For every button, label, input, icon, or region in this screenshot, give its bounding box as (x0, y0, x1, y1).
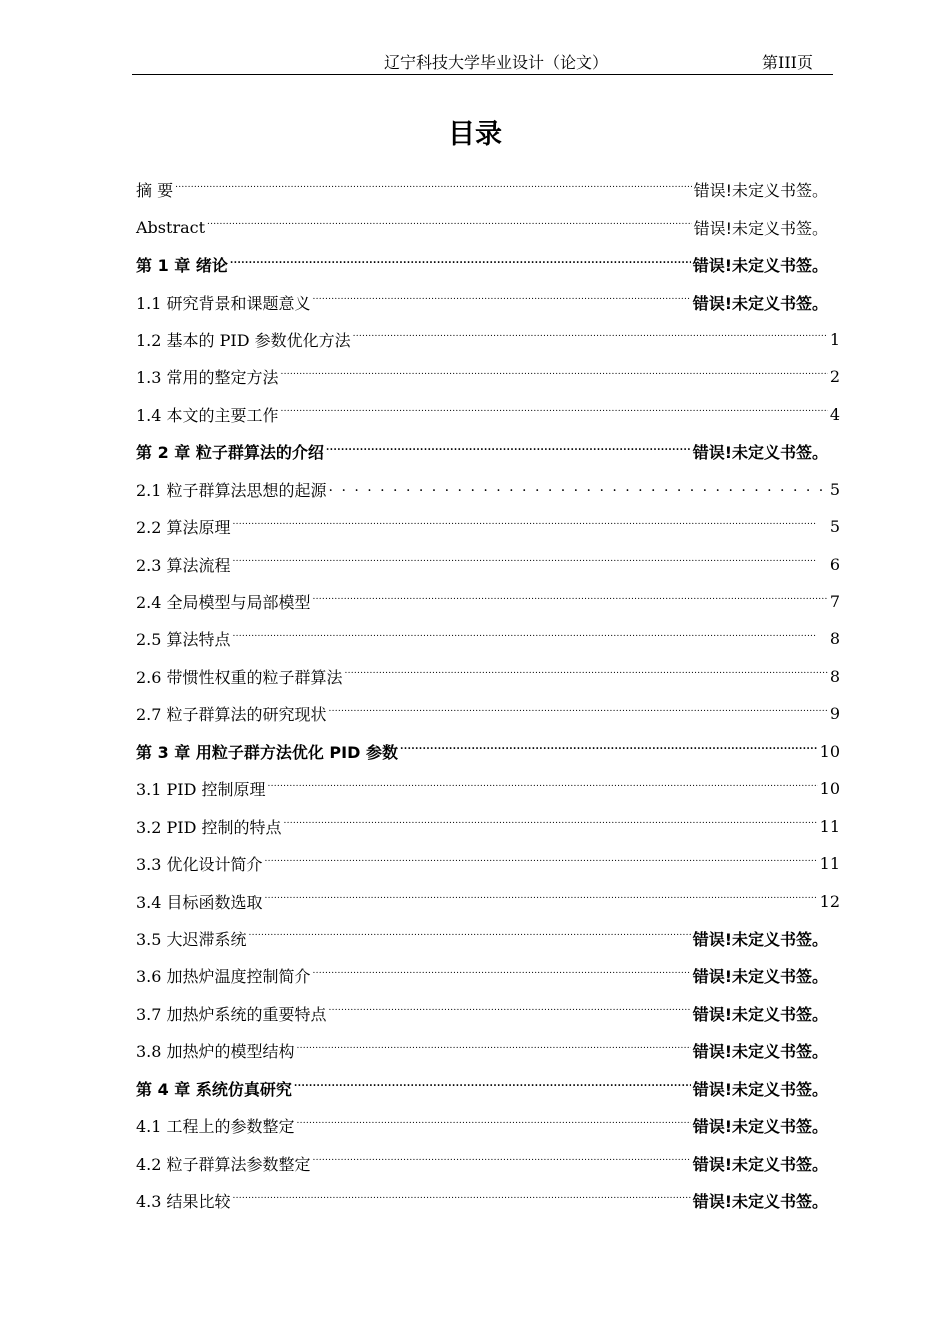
toc-entry-page: 错误!未定义书签。 (692, 1154, 828, 1174)
toc-entry-label: 第 2 章 粒子群算法的介绍 (136, 443, 324, 463)
toc-dot-leader (297, 1118, 691, 1134)
toc-entry[interactable] (136, 995, 840, 1032)
header-school-title: 辽宁科技大学毕业设计（论文） (384, 53, 609, 72)
toc-dot-leader (281, 369, 828, 385)
toc-entry-page: 错误!未定义书签。 (692, 1004, 828, 1024)
toc-entry-label: 3.1 PID 控制原理 (136, 780, 266, 800)
toc-entry-page: 错误!未定义书签。 (692, 1192, 828, 1212)
toc-dot-leader (313, 968, 691, 984)
toc-dot-leader (233, 556, 828, 572)
toc-dot-leader (265, 893, 818, 909)
toc-entry-label: 3.2 PID 控制的特点 (136, 817, 282, 837)
toc-entry-label: 3.4 目标函数选取 (136, 892, 263, 912)
toc-entry-label: 2.7 粒子群算法的研究现状 (136, 705, 327, 725)
toc-entry-page: 6 (829, 554, 840, 574)
toc-entry-page: 错误!未定义书签。 (692, 1079, 828, 1099)
toc-dot-leader (329, 706, 828, 722)
header-page-number: 第III页 (762, 53, 813, 72)
toc-entry-page: 12 (819, 891, 840, 911)
toc-dot-leader (284, 818, 818, 834)
toc-dot-leader (313, 594, 828, 610)
toc-entry-label: 1.4 本文的主要工作 (136, 405, 279, 425)
toc-entry-label: Abstract (136, 217, 206, 237)
toc-entry[interactable] (136, 1070, 840, 1107)
toc-entry-page: 错误!未定义书签。 (692, 293, 828, 313)
toc-entry-label: 2.3 算法流程 (136, 555, 231, 575)
table-of-contents (136, 171, 840, 1219)
toc-entry[interactable] (136, 508, 840, 545)
toc-entry-label: 1.2 基本的 PID 参数优化方法 (136, 330, 351, 350)
toc-entry-page: 4 (829, 404, 840, 424)
toc-entry-page: 1 (829, 329, 840, 349)
toc-entry-label: 3.7 加热炉系统的重要特点 (136, 1004, 327, 1024)
toc-entry[interactable] (136, 171, 840, 208)
toc-entry-label: 第 4 章 系统仿真研究 (136, 1079, 292, 1099)
toc-entry-page: 错误!未定义书签。 (692, 1042, 828, 1062)
toc-entry[interactable] (136, 1144, 840, 1181)
toc-entry[interactable] (136, 433, 840, 470)
toc-dot-leader (345, 668, 828, 684)
toc-entry[interactable] (136, 1182, 840, 1219)
toc-entry-page: 8 (829, 629, 840, 649)
toc-entry[interactable] (136, 246, 840, 283)
toc-entry[interactable] (136, 620, 840, 657)
toc-dot-leader (329, 481, 828, 497)
toc-entry-label: 2.5 算法特点 (136, 630, 231, 650)
toc-entry-label: 3.6 加热炉温度控制简介 (136, 967, 311, 987)
toc-dot-leader (249, 930, 691, 946)
toc-entry-label: 第 1 章 绪论 (136, 256, 228, 276)
toc-entry[interactable] (136, 957, 840, 994)
toc-entry-label: 3.8 加热炉的模型结构 (136, 1042, 295, 1062)
toc-entry[interactable] (136, 358, 840, 395)
toc-entry-label: 2.2 算法原理 (136, 518, 231, 538)
toc-entry-label: 3.5 大迟滞系统 (136, 929, 247, 949)
toc-entry[interactable] (136, 283, 840, 320)
toc-entry[interactable] (136, 770, 840, 807)
toc-entry-label: 4.3 结果比较 (136, 1192, 231, 1212)
toc-dot-leader (265, 856, 818, 872)
toc-entry-label: 第 3 章 用粒子群方法优化 PID 参数 (136, 742, 398, 762)
toc-dot-leader (313, 1155, 691, 1171)
toc-entry-page: 7 (829, 592, 840, 612)
toc-entry-page: 5 (829, 479, 840, 499)
toc-dot-leader (230, 257, 691, 273)
toc-entry-page: 11 (819, 854, 840, 874)
toc-dot-leader (400, 743, 818, 759)
toc-entry-page: 9 (829, 704, 840, 724)
toc-entry-label: 1.1 研究背景和课题意义 (136, 293, 311, 313)
toc-entry-page: 错误!未定义书签。 (693, 218, 828, 238)
toc-entry[interactable] (136, 396, 840, 433)
toc-entry[interactable] (136, 471, 840, 508)
toc-dot-leader (281, 406, 828, 422)
toc-entry[interactable] (136, 845, 840, 882)
toc-dot-leader (294, 1080, 691, 1096)
toc-dot-leader (233, 519, 828, 535)
toc-entry-page: 错误!未定义书签。 (692, 443, 828, 463)
toc-entry-page: 10 (819, 779, 840, 799)
toc-entry[interactable] (136, 920, 840, 957)
toc-entry[interactable] (136, 321, 840, 358)
toc-entry-page: 错误!未定义书签。 (692, 256, 828, 276)
toc-entry-label: 摘 要 (136, 181, 174, 201)
toc-dot-leader (175, 182, 691, 198)
toc-entry[interactable] (136, 658, 840, 695)
toc-dot-leader (233, 1193, 691, 1209)
toc-entry[interactable] (136, 1107, 840, 1144)
toc-entry-page: 10 (819, 741, 840, 761)
toc-title: 目录 (448, 119, 502, 150)
toc-dot-leader (207, 219, 692, 235)
toc-dot-leader (233, 631, 828, 647)
toc-entry-page: 2 (829, 367, 840, 387)
toc-entry-page: 错误!未定义书签。 (692, 967, 828, 987)
toc-dot-leader (326, 444, 691, 460)
toc-entry-page: 错误!未定义书签。 (692, 929, 828, 949)
toc-entry-page: 错误!未定义书签。 (692, 1117, 828, 1137)
toc-entry[interactable] (136, 1032, 840, 1069)
toc-entry-page: 5 (829, 517, 840, 537)
toc-entry-label: 3.3 优化设计简介 (136, 855, 263, 875)
toc-entry-label: 4.1 工程上的参数整定 (136, 1117, 295, 1137)
toc-entry[interactable] (136, 733, 840, 770)
toc-entry[interactable] (136, 807, 840, 844)
toc-entry-label: 4.2 粒子群算法参数整定 (136, 1154, 311, 1174)
toc-entry-label: 2.1 粒子群算法思想的起源 (136, 480, 327, 500)
toc-entry[interactable] (136, 545, 840, 582)
toc-entry-label: 2.6 带惯性权重的粒子群算法 (136, 667, 343, 687)
toc-entry-label: 2.4 全局模型与局部模型 (136, 593, 311, 613)
page-header (132, 52, 833, 75)
toc-entry[interactable] (136, 583, 840, 620)
toc-dot-leader (353, 331, 828, 347)
toc-entry[interactable] (136, 882, 840, 919)
toc-entry-label: 1.3 常用的整定方法 (136, 368, 279, 388)
toc-dot-leader (313, 294, 691, 310)
toc-dot-leader (268, 781, 818, 797)
toc-entry[interactable] (136, 695, 840, 732)
toc-entry-page: 错误!未定义书签。 (693, 181, 828, 201)
toc-dot-leader (297, 1043, 691, 1059)
toc-entry-page: 8 (829, 666, 840, 686)
toc-entry-page: 11 (819, 816, 840, 836)
toc-entry[interactable] (136, 208, 840, 245)
toc-dot-leader (329, 1005, 691, 1021)
